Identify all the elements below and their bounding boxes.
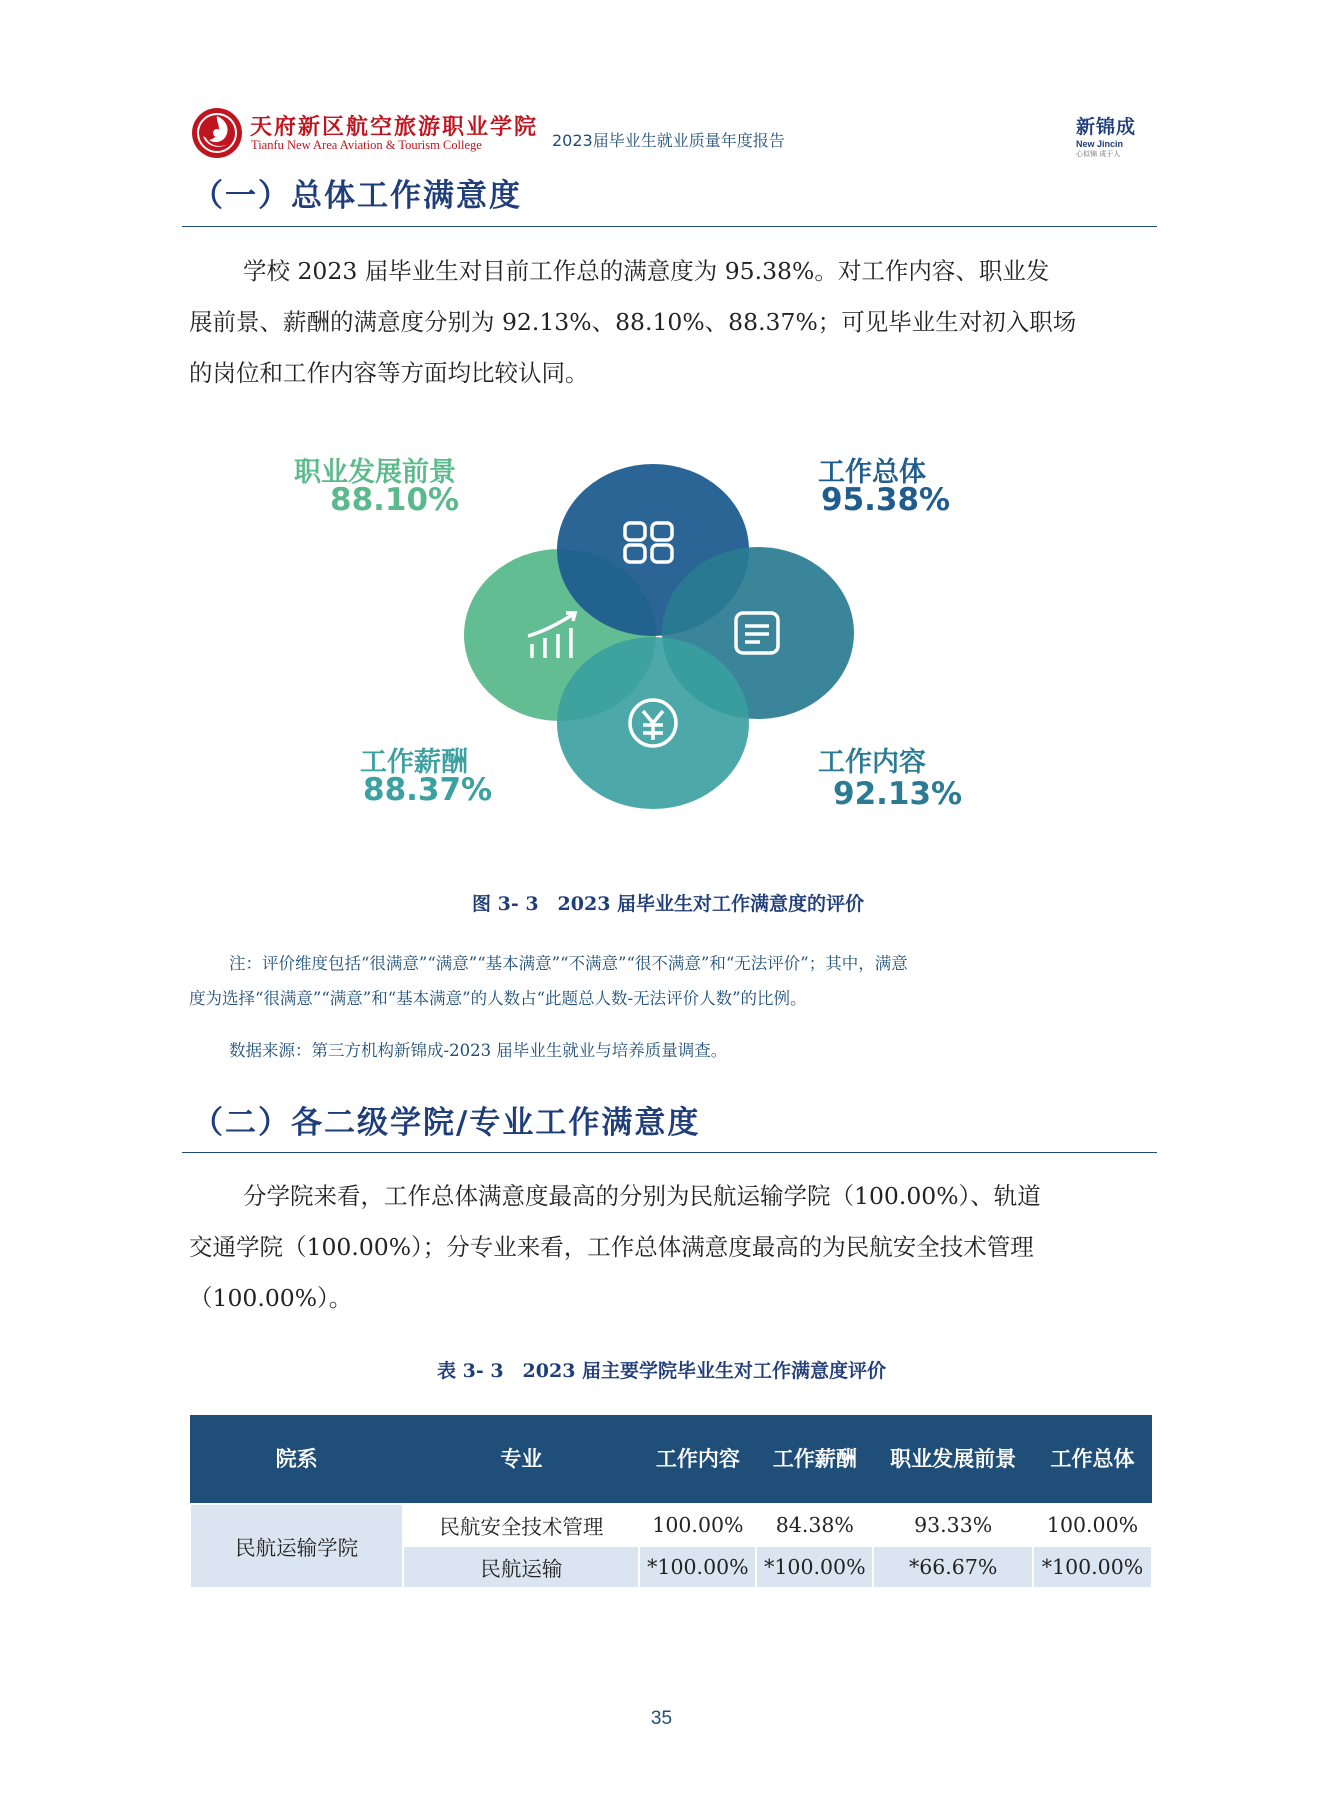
cell-overall: *100.00% xyxy=(1033,1546,1152,1588)
table-header-row xyxy=(190,1415,1152,1504)
label-salary-value: 88.37% xyxy=(363,772,493,808)
section-title-overall: （一）总体工作满意度 xyxy=(192,178,522,214)
cell-prospect: 93.33% xyxy=(873,1504,1033,1546)
cell-salary: 84.38% xyxy=(756,1504,873,1546)
page-header xyxy=(0,0,1323,160)
section-title-college: （二）各二级学院/专业工作满意度 xyxy=(192,1105,701,1141)
cell-major: 民航运输 xyxy=(403,1546,639,1588)
header-content: 工作内容 xyxy=(639,1415,756,1504)
label-prospect-name: 职业发展前景 xyxy=(294,457,456,488)
label-overall-name: 工作总体 xyxy=(818,457,926,488)
satisfaction-table xyxy=(189,1415,1153,1589)
data-source: 数据来源：第三方机构新锦成-2023 届毕业生就业与培养质量调查。 xyxy=(229,1041,728,1060)
cell-major: 民航安全技术管理 xyxy=(403,1504,639,1546)
cell-prospect: *66.67% xyxy=(873,1546,1033,1588)
header-major: 专业 xyxy=(403,1415,639,1504)
brand-name-en: New Jincin xyxy=(1076,139,1124,149)
school-name-cn: 天府新区航空旅游职业学院 xyxy=(250,114,539,140)
cell-overall: 100.00% xyxy=(1033,1504,1152,1546)
header-prospect: 职业发展前景 xyxy=(873,1415,1033,1504)
label-salary-name: 工作薪酬 xyxy=(360,747,468,778)
note-line: 度为选择“很满意”“满意”和“基本满意”的人数占“此题总人数-无法评价人数”的比例。 xyxy=(189,989,807,1008)
school-name-en: Tianfu New Area Aviation & Tourism College xyxy=(251,138,482,152)
cell-college: 民航运输学院 xyxy=(190,1504,403,1588)
header-college: 院系 xyxy=(190,1415,403,1504)
paragraph-line: 学校 2023 届毕业生对目前工作总的满意度为 95.38%。对工作内容、职业发 xyxy=(243,257,1050,285)
note-line: 注：评价维度包括“很满意”“满意”“基本满意”“不满意”“很不满意”和“无法评价”；其中，满意 xyxy=(229,954,908,973)
label-prospect-value: 88.10% xyxy=(330,482,460,518)
brand-name-cn: 新锦成 xyxy=(1076,116,1137,138)
paragraph-line: （100.00%）。 xyxy=(189,1284,353,1312)
label-content-value: 92.13% xyxy=(833,776,963,812)
paragraph-college xyxy=(189,1171,1159,1324)
paragraph-line: 分学院来看，工作总体满意度最高的分别为民航运输学院（100.00%）、轨道 xyxy=(243,1182,1041,1210)
figure-note xyxy=(189,946,908,1016)
cell-content: *100.00% xyxy=(639,1546,756,1588)
section-divider xyxy=(182,226,1157,227)
brand-slogan: 心似锦 成于人 xyxy=(1076,150,1121,158)
header-salary: 工作薪酬 xyxy=(756,1415,873,1504)
college-logo-icon xyxy=(190,106,244,160)
cell-content: 100.00% xyxy=(639,1504,756,1546)
satisfaction-figure xyxy=(270,440,1030,840)
page-number: 35 xyxy=(650,1708,673,1729)
table-caption: 表 3- 3 2023 届主要学院毕业生对工作满意度评价 xyxy=(437,1360,887,1382)
report-title: 2023届毕业生就业质量年度报告 xyxy=(552,131,785,150)
brand-logo xyxy=(1076,112,1146,159)
section-divider xyxy=(182,1152,1157,1153)
cell-salary: *100.00% xyxy=(756,1546,873,1588)
label-overall-value: 95.38% xyxy=(821,482,951,518)
label-content-name: 工作内容 xyxy=(818,747,926,778)
paragraph-line: 展前景、薪酬的满意度分别为 92.13%、88.10%、88.37%；可见毕业生对初入职场 xyxy=(189,308,1077,336)
paragraph-line: 的岗位和工作内容等方面均比较认同。 xyxy=(189,359,589,387)
header-overall: 工作总体 xyxy=(1033,1415,1152,1504)
table-row xyxy=(190,1504,1152,1546)
paragraph-line: 交通学院（100.00%）；分专业来看，工作总体满意度最高的为民航安全技术管理 xyxy=(189,1233,1034,1261)
figure-caption: 图 3- 3 2023 届毕业生对工作满意度的评价 xyxy=(472,893,865,915)
paragraph-overall xyxy=(189,246,1159,399)
